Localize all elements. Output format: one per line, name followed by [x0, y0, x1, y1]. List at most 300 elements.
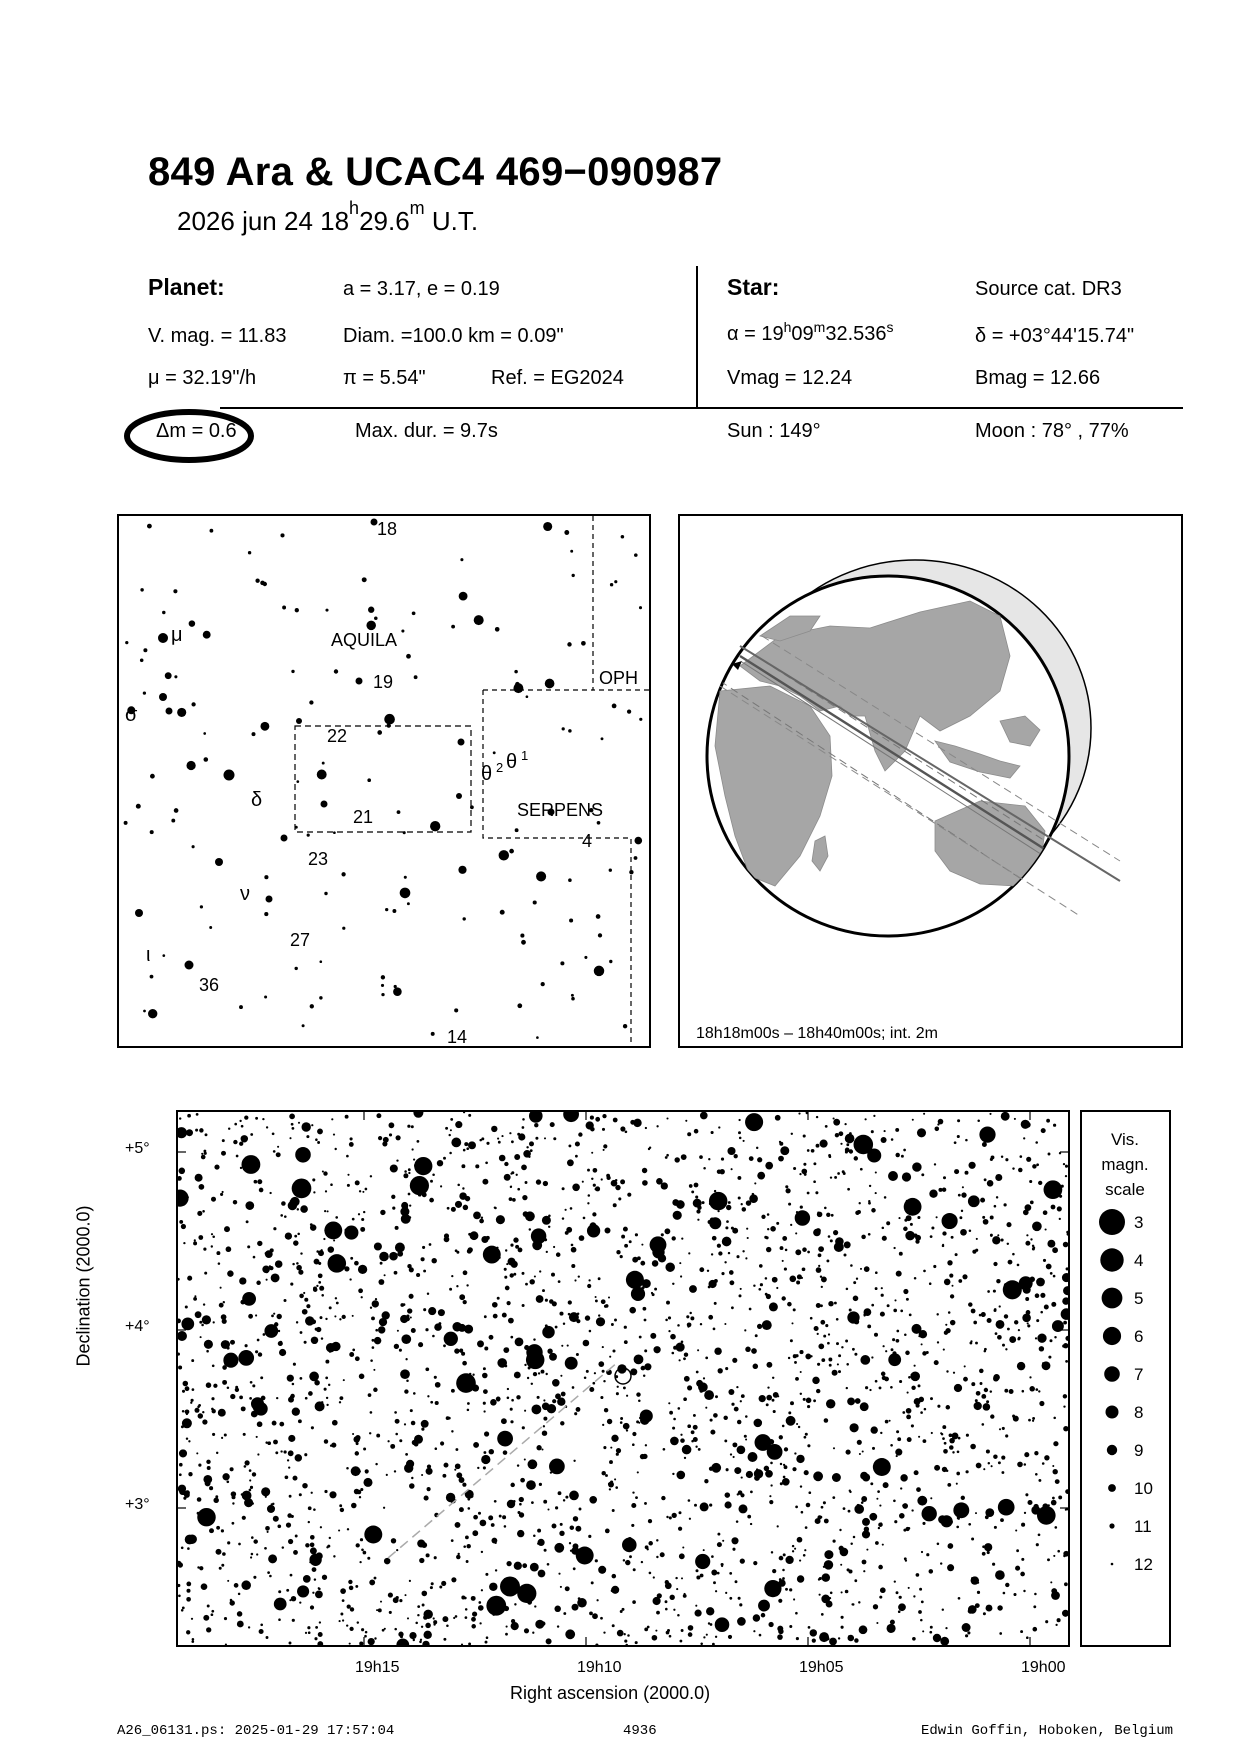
field-star: [1026, 1157, 1031, 1162]
field-star: [222, 1191, 224, 1193]
field-star: [589, 1612, 593, 1616]
field-star: [835, 1133, 839, 1137]
field-star: [227, 1541, 230, 1544]
field-star: [426, 1553, 430, 1557]
field-star: [583, 1217, 586, 1220]
field-star: [498, 1141, 501, 1144]
field-star: [817, 1515, 821, 1519]
field-star: [921, 1551, 923, 1553]
field-star: [1057, 1550, 1060, 1553]
field-star: [565, 1231, 569, 1235]
field-star: [569, 1542, 571, 1544]
field-star: [351, 1503, 357, 1509]
field-star: [256, 1281, 260, 1285]
field-star: [1029, 1386, 1035, 1392]
field-star: [578, 1275, 580, 1277]
field-star: [552, 1524, 557, 1529]
field-star: [534, 1123, 538, 1127]
field-star: [1035, 1337, 1037, 1339]
field-star: [464, 1142, 468, 1146]
field-star: [224, 1617, 227, 1620]
field-star: [789, 1275, 796, 1282]
field-star: [665, 1582, 672, 1589]
field-star: [241, 1155, 260, 1174]
field-star: [758, 1288, 761, 1291]
field-star: [728, 1635, 732, 1639]
field-star: [1024, 1463, 1027, 1466]
finder-star: [317, 770, 327, 780]
field-star: [940, 1189, 942, 1191]
field-star: [704, 1503, 707, 1506]
field-star: [349, 1586, 354, 1591]
field-star: [290, 1283, 293, 1286]
star-label: 19: [373, 672, 394, 692]
field-star: [611, 1323, 614, 1326]
field-star: [335, 1148, 337, 1150]
field-star: [454, 1469, 456, 1471]
field-star: [633, 1568, 636, 1571]
field-star: [745, 1257, 747, 1259]
field-star: [434, 1376, 437, 1379]
field-star: [266, 1636, 269, 1639]
field-star: [313, 1508, 316, 1511]
magnitude-drop: Δm = 0.6: [156, 420, 237, 442]
field-star: [821, 1595, 830, 1604]
field-star: [693, 1199, 702, 1208]
field-star: [817, 1212, 819, 1214]
field-star: [543, 1181, 548, 1186]
field-star: [648, 1148, 650, 1150]
field-star: [652, 1635, 658, 1641]
field-star: [455, 1463, 461, 1469]
field-star: [179, 1449, 187, 1457]
field-star: [751, 1348, 757, 1354]
field-star: [823, 1335, 826, 1338]
field-star: [640, 1416, 649, 1425]
field-star: [578, 1597, 581, 1600]
field-star: [292, 1199, 297, 1204]
field-star: [976, 1391, 981, 1396]
field-star: [222, 1139, 225, 1142]
field-star: [872, 1447, 875, 1450]
field-star: [725, 1367, 728, 1370]
field-star: [463, 1149, 466, 1152]
field-star: [396, 1549, 398, 1551]
field-star: [388, 1593, 393, 1598]
field-star: [437, 1160, 443, 1166]
field-star: [933, 1265, 936, 1268]
field-star: [489, 1583, 497, 1591]
field-star: [383, 1507, 385, 1509]
finder-star-labeled: [158, 633, 168, 643]
field-star: [426, 1468, 433, 1475]
field-star: [499, 1155, 506, 1162]
field-star: [342, 1315, 346, 1319]
field-star: [944, 1442, 947, 1445]
field-star: [1007, 1243, 1009, 1245]
field-star: [1051, 1500, 1057, 1506]
field-star: [565, 1629, 575, 1639]
field-star: [562, 1187, 565, 1190]
field-star: [958, 1279, 962, 1283]
field-star: [1004, 1314, 1008, 1318]
field-star: [820, 1320, 825, 1325]
field-star: [984, 1543, 992, 1551]
field-star: [795, 1210, 810, 1225]
field-star: [327, 1210, 329, 1212]
field-star: [714, 1190, 716, 1192]
field-star: [785, 1185, 788, 1188]
finder-star: [569, 918, 573, 922]
field-star: [740, 1288, 742, 1290]
field-star: [955, 1253, 958, 1256]
field-star: [621, 1235, 625, 1239]
field-star: [199, 1566, 203, 1570]
field-star: [1035, 1388, 1038, 1391]
field-star: [1014, 1118, 1016, 1120]
field-star: [620, 1179, 625, 1184]
field-star: [916, 1404, 920, 1408]
field-star: [937, 1405, 940, 1408]
field-star: [464, 1597, 467, 1600]
field-star: [182, 1410, 185, 1413]
field-star: [466, 1560, 469, 1563]
field-star: [1054, 1526, 1057, 1529]
field-star: [739, 1137, 742, 1140]
field-star: [632, 1443, 635, 1446]
field-star: [532, 1632, 534, 1634]
field-star: [982, 1142, 987, 1147]
field-star: [714, 1279, 718, 1283]
field-star: [185, 1386, 190, 1391]
field-star: [373, 1388, 377, 1392]
field-star: [993, 1374, 1000, 1381]
field-star: [982, 1545, 985, 1548]
field-star: [206, 1350, 209, 1353]
field-star: [380, 1601, 382, 1603]
field-star: [357, 1621, 359, 1623]
field-star: [712, 1236, 717, 1241]
field-star: [412, 1440, 417, 1445]
field-star: [223, 1301, 225, 1303]
field-star: [1052, 1247, 1058, 1253]
field-star: [375, 1298, 377, 1300]
field-star: [591, 1152, 593, 1154]
field-star: [937, 1543, 940, 1546]
field-star: [459, 1477, 465, 1483]
field-star: [423, 1308, 426, 1311]
field-star: [399, 1349, 402, 1352]
field-star: [678, 1527, 682, 1531]
field-star: [432, 1335, 435, 1338]
field-star: [895, 1153, 899, 1157]
finder-star: [407, 902, 410, 905]
field-star: [519, 1503, 522, 1506]
field-star: [288, 1397, 294, 1403]
field-star: [949, 1433, 953, 1437]
field-star: [203, 1303, 205, 1305]
field-star: [300, 1377, 303, 1380]
field-star: [395, 1243, 405, 1253]
field-star: [467, 1402, 470, 1405]
field-star: [876, 1622, 878, 1624]
field-star: [400, 1315, 408, 1323]
field-star: [560, 1375, 562, 1377]
finder-star: [162, 954, 165, 957]
field-star: [688, 1252, 690, 1254]
field-star: [961, 1210, 963, 1212]
field-star: [1033, 1504, 1038, 1509]
field-star: [661, 1182, 668, 1189]
field-star: [273, 1227, 276, 1230]
field-star: [604, 1408, 608, 1412]
field-star: [769, 1302, 778, 1311]
field-star: [602, 1114, 606, 1118]
field-star: [638, 1355, 641, 1358]
field-star: [644, 1349, 647, 1352]
field-star: [328, 1384, 330, 1386]
field-star: [202, 1315, 211, 1324]
field-star: [729, 1572, 732, 1575]
field-star: [450, 1118, 453, 1121]
field-star: [846, 1143, 849, 1146]
field-star: [810, 1631, 815, 1636]
field-star: [241, 1125, 244, 1128]
field-star: [754, 1182, 756, 1184]
field-star: [507, 1396, 510, 1399]
field-star: [411, 1477, 413, 1479]
field-star: [439, 1586, 442, 1589]
star-label: 2: [496, 760, 504, 775]
field-star: [943, 1349, 945, 1351]
finder-star: [568, 729, 572, 733]
field-star: [941, 1515, 953, 1527]
field-star: [813, 1180, 816, 1183]
field-star: [694, 1504, 697, 1507]
field-star: [635, 1233, 638, 1236]
field-star: [648, 1519, 652, 1523]
field-star: [1001, 1471, 1004, 1474]
field-star: [708, 1315, 713, 1320]
field-star: [461, 1352, 465, 1356]
field-star: [685, 1120, 687, 1122]
field-star: [241, 1406, 246, 1411]
field-star: [592, 1613, 598, 1619]
field-star: [368, 1638, 375, 1645]
field-star: [881, 1372, 886, 1377]
field-star: [958, 1194, 961, 1197]
field-star: [209, 1486, 213, 1490]
finder-star: [570, 550, 573, 553]
field-star: [287, 1459, 289, 1461]
field-star: [571, 1247, 577, 1253]
field-star: [756, 1147, 758, 1149]
field-star: [611, 1586, 619, 1594]
field-star: [853, 1536, 856, 1539]
field-star: [183, 1381, 189, 1387]
field-star: [300, 1331, 303, 1334]
field-star: [999, 1632, 1002, 1635]
field-star: [298, 1122, 300, 1124]
field-star: [1035, 1141, 1038, 1144]
field-star: [213, 1384, 217, 1388]
field-star: [957, 1450, 960, 1453]
field-star: [455, 1121, 462, 1128]
finder-star: [584, 956, 587, 959]
field-star: [900, 1487, 902, 1489]
field-star: [882, 1544, 884, 1546]
field-star: [455, 1615, 458, 1618]
field-star: [913, 1595, 915, 1597]
field-star: [296, 1265, 302, 1271]
field-star: [533, 1372, 537, 1376]
field-star: [471, 1617, 476, 1622]
field-star: [379, 1318, 387, 1326]
field-star: [280, 1214, 283, 1217]
field-star: [318, 1632, 323, 1637]
field-star: [799, 1560, 801, 1562]
field-star: [627, 1634, 630, 1637]
field-star: [539, 1483, 542, 1486]
field-star: [282, 1546, 284, 1548]
field-star: [828, 1358, 832, 1362]
field-star: [479, 1622, 481, 1624]
field-star: [249, 1469, 252, 1472]
field-star: [276, 1397, 278, 1399]
field-star: [308, 1521, 310, 1523]
star-label: δ: [251, 789, 263, 811]
field-star: [881, 1137, 887, 1143]
field-star: [320, 1526, 322, 1528]
field-star: [253, 1539, 257, 1543]
field-star: [826, 1399, 835, 1408]
field-star: [864, 1405, 867, 1408]
field-star: [642, 1279, 651, 1288]
field-star: [724, 1261, 726, 1263]
field-star: [395, 1419, 400, 1424]
field-star: [508, 1258, 516, 1266]
finder-star: [282, 606, 286, 610]
field-star: [579, 1508, 582, 1511]
field-star: [796, 1423, 798, 1425]
field-star: [452, 1322, 462, 1332]
field-star: [1018, 1329, 1020, 1331]
field-star: [867, 1148, 881, 1162]
field-star: [258, 1352, 262, 1356]
finder-star: [174, 808, 179, 813]
field-star: [334, 1229, 338, 1233]
field-star: [828, 1333, 830, 1335]
field-star: [368, 1393, 372, 1397]
field-star: [293, 1550, 298, 1555]
field-star: [511, 1140, 514, 1143]
field-star: [911, 1386, 915, 1390]
field-star: [732, 1358, 737, 1363]
finder-star: [280, 533, 284, 537]
field-star: [737, 1493, 739, 1495]
field-star: [953, 1372, 955, 1374]
field-star: [934, 1465, 940, 1471]
field-star: [771, 1551, 773, 1553]
field-star: [595, 1559, 598, 1562]
field-star: [709, 1467, 713, 1471]
field-star: [813, 1162, 816, 1165]
legend-dot: [1111, 1563, 1114, 1566]
field-star: [401, 1334, 411, 1344]
field-star: [804, 1173, 807, 1176]
field-star: [595, 1117, 600, 1122]
finder-star: [381, 993, 384, 996]
field-star: [914, 1365, 916, 1367]
field-star: [869, 1513, 877, 1521]
legend-dot: [1109, 1523, 1114, 1528]
field-star: [836, 1342, 839, 1345]
field-star: [806, 1398, 812, 1404]
field-star: [777, 1525, 779, 1527]
field-star: [718, 1251, 722, 1255]
field-star: [432, 1173, 435, 1176]
field-star: [529, 1228, 531, 1230]
field-star: [570, 1207, 573, 1210]
field-star: [803, 1398, 806, 1401]
field-star: [227, 1270, 233, 1276]
field-star: [327, 1545, 330, 1548]
y-tick-label: +5°: [125, 1140, 150, 1157]
field-star: [1027, 1322, 1029, 1324]
field-star: [479, 1139, 482, 1142]
field-star: [349, 1142, 354, 1147]
field-star: [930, 1497, 932, 1499]
field-star: [722, 1237, 732, 1247]
field-star: [961, 1496, 965, 1500]
field-star: [1035, 1473, 1038, 1476]
legend-title-line: magn.: [1101, 1155, 1149, 1174]
field-star: [212, 1364, 215, 1367]
field-star: [529, 1279, 534, 1284]
field-star: [623, 1423, 630, 1430]
field-star: [695, 1554, 710, 1569]
field-star: [451, 1207, 456, 1212]
field-star: [529, 1112, 543, 1123]
field-star: [732, 1442, 737, 1447]
field-star: [984, 1178, 987, 1181]
field-star: [572, 1184, 580, 1192]
field-star: [947, 1260, 952, 1265]
field-star: [853, 1296, 859, 1302]
field-star: [497, 1431, 513, 1447]
field-star: [255, 1314, 257, 1316]
field-star: [603, 1631, 605, 1633]
earth-globe: [680, 516, 1181, 1046]
field-star: [178, 1127, 187, 1138]
finder-star: [147, 524, 152, 529]
field-star: [394, 1271, 398, 1275]
field-star: [211, 1610, 214, 1613]
field-star: [753, 1630, 755, 1632]
field-star: [318, 1262, 321, 1265]
field-star: [367, 1557, 370, 1560]
field-star: [772, 1569, 776, 1573]
field-star: [271, 1315, 274, 1318]
field-star: [303, 1292, 305, 1294]
field-star: [1050, 1272, 1053, 1275]
field-star: [530, 1149, 533, 1152]
field-star: [209, 1528, 214, 1533]
field-star: [848, 1635, 850, 1637]
field-star: [277, 1524, 281, 1528]
star-declination: δ = +03°44'15.74": [975, 325, 1135, 347]
legend-dot: [1106, 1406, 1119, 1419]
